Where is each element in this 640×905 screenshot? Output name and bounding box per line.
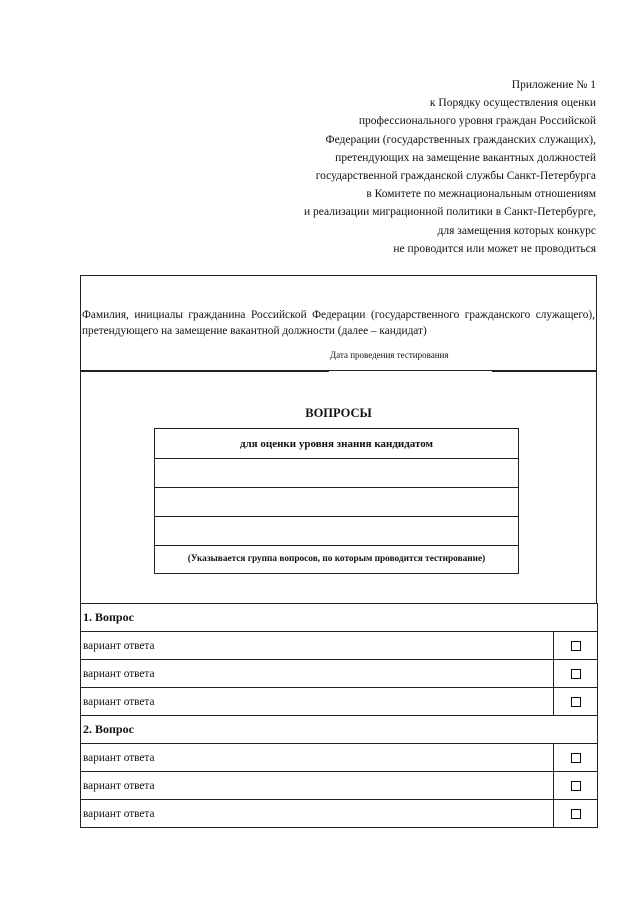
answer-row [81,632,598,660]
questions-title: ВОПРОСЫ [305,406,372,420]
answer-option-label: вариант ответа [81,744,554,772]
answer-row [81,744,598,772]
answer-option-label: вариант ответа [81,632,554,660]
answer-checkbox[interactable] [571,809,581,819]
answer-checkbox-cell [554,744,598,772]
question-row [81,716,598,744]
question-title: 1. Вопрос [81,604,598,632]
answer-checkbox-cell [554,632,598,660]
answer-checkbox[interactable] [571,781,581,791]
answer-checkbox[interactable] [571,669,581,679]
header-line-3: профессионального уровня граждан Российской [358,115,596,128]
answer-checkbox[interactable] [571,697,581,707]
answer-checkbox-cell [554,772,598,800]
appendix-header [216,76,596,258]
answer-option-label: вариант ответа [81,688,554,716]
answer-option-label: вариант ответа [81,800,554,828]
header-line-4: Федерации (государственных гражданских служащих), [325,133,596,146]
answer-checkbox-cell [554,800,598,828]
answer-checkbox-cell [554,688,598,716]
test-date-label: Дата проведения тестирования [330,350,449,360]
answer-checkbox-cell [554,660,598,688]
answer-checkbox[interactable] [571,753,581,763]
candidate-name-label: Фамилия, инициалы гражданина Российской Федерации (государственного гражданского служащего), претендующего на замещение вакантной должности (далее – кандидат) [82,309,595,337]
header-line-5: претендующих на замещение вакантных должностей [335,151,596,164]
answer-checkbox[interactable] [571,641,581,651]
header-line-8: и реализации миграционной политики в Санкт-Петербурге, [304,206,596,219]
answer-row [81,772,598,800]
questions-subtitle: для оценки уровня знания кандидатом [155,429,518,459]
answer-option-label: вариант ответа [81,772,554,800]
question-row [81,604,598,632]
header-line-1: Приложение № 1 [511,79,596,91]
header-line-9: для замещения которых конкурс [437,224,596,237]
question-title: 2. Вопрос [81,716,598,744]
header-line-10: не проводится или может не проводиться [393,242,596,255]
answers-table [80,603,598,828]
answer-option-label: вариант ответа [81,660,554,688]
answer-row [81,660,598,688]
questions-group-row-3 [155,517,518,546]
questions-group-box [154,428,519,574]
answer-row [81,800,598,828]
header-line-7: в Комитете по межнациональным отношениям [366,188,596,201]
header-line-2: к Порядку осуществления оценки [429,97,596,110]
questions-group-row-2 [155,488,518,517]
questions-group-row-1 [155,459,518,488]
questions-group-note: (Указывается группа вопросов, по которым проводится тестирование) [187,554,486,564]
header-line-6: государственной гражданской службы Санкт-Петербурга [315,170,596,183]
answer-row [81,688,598,716]
